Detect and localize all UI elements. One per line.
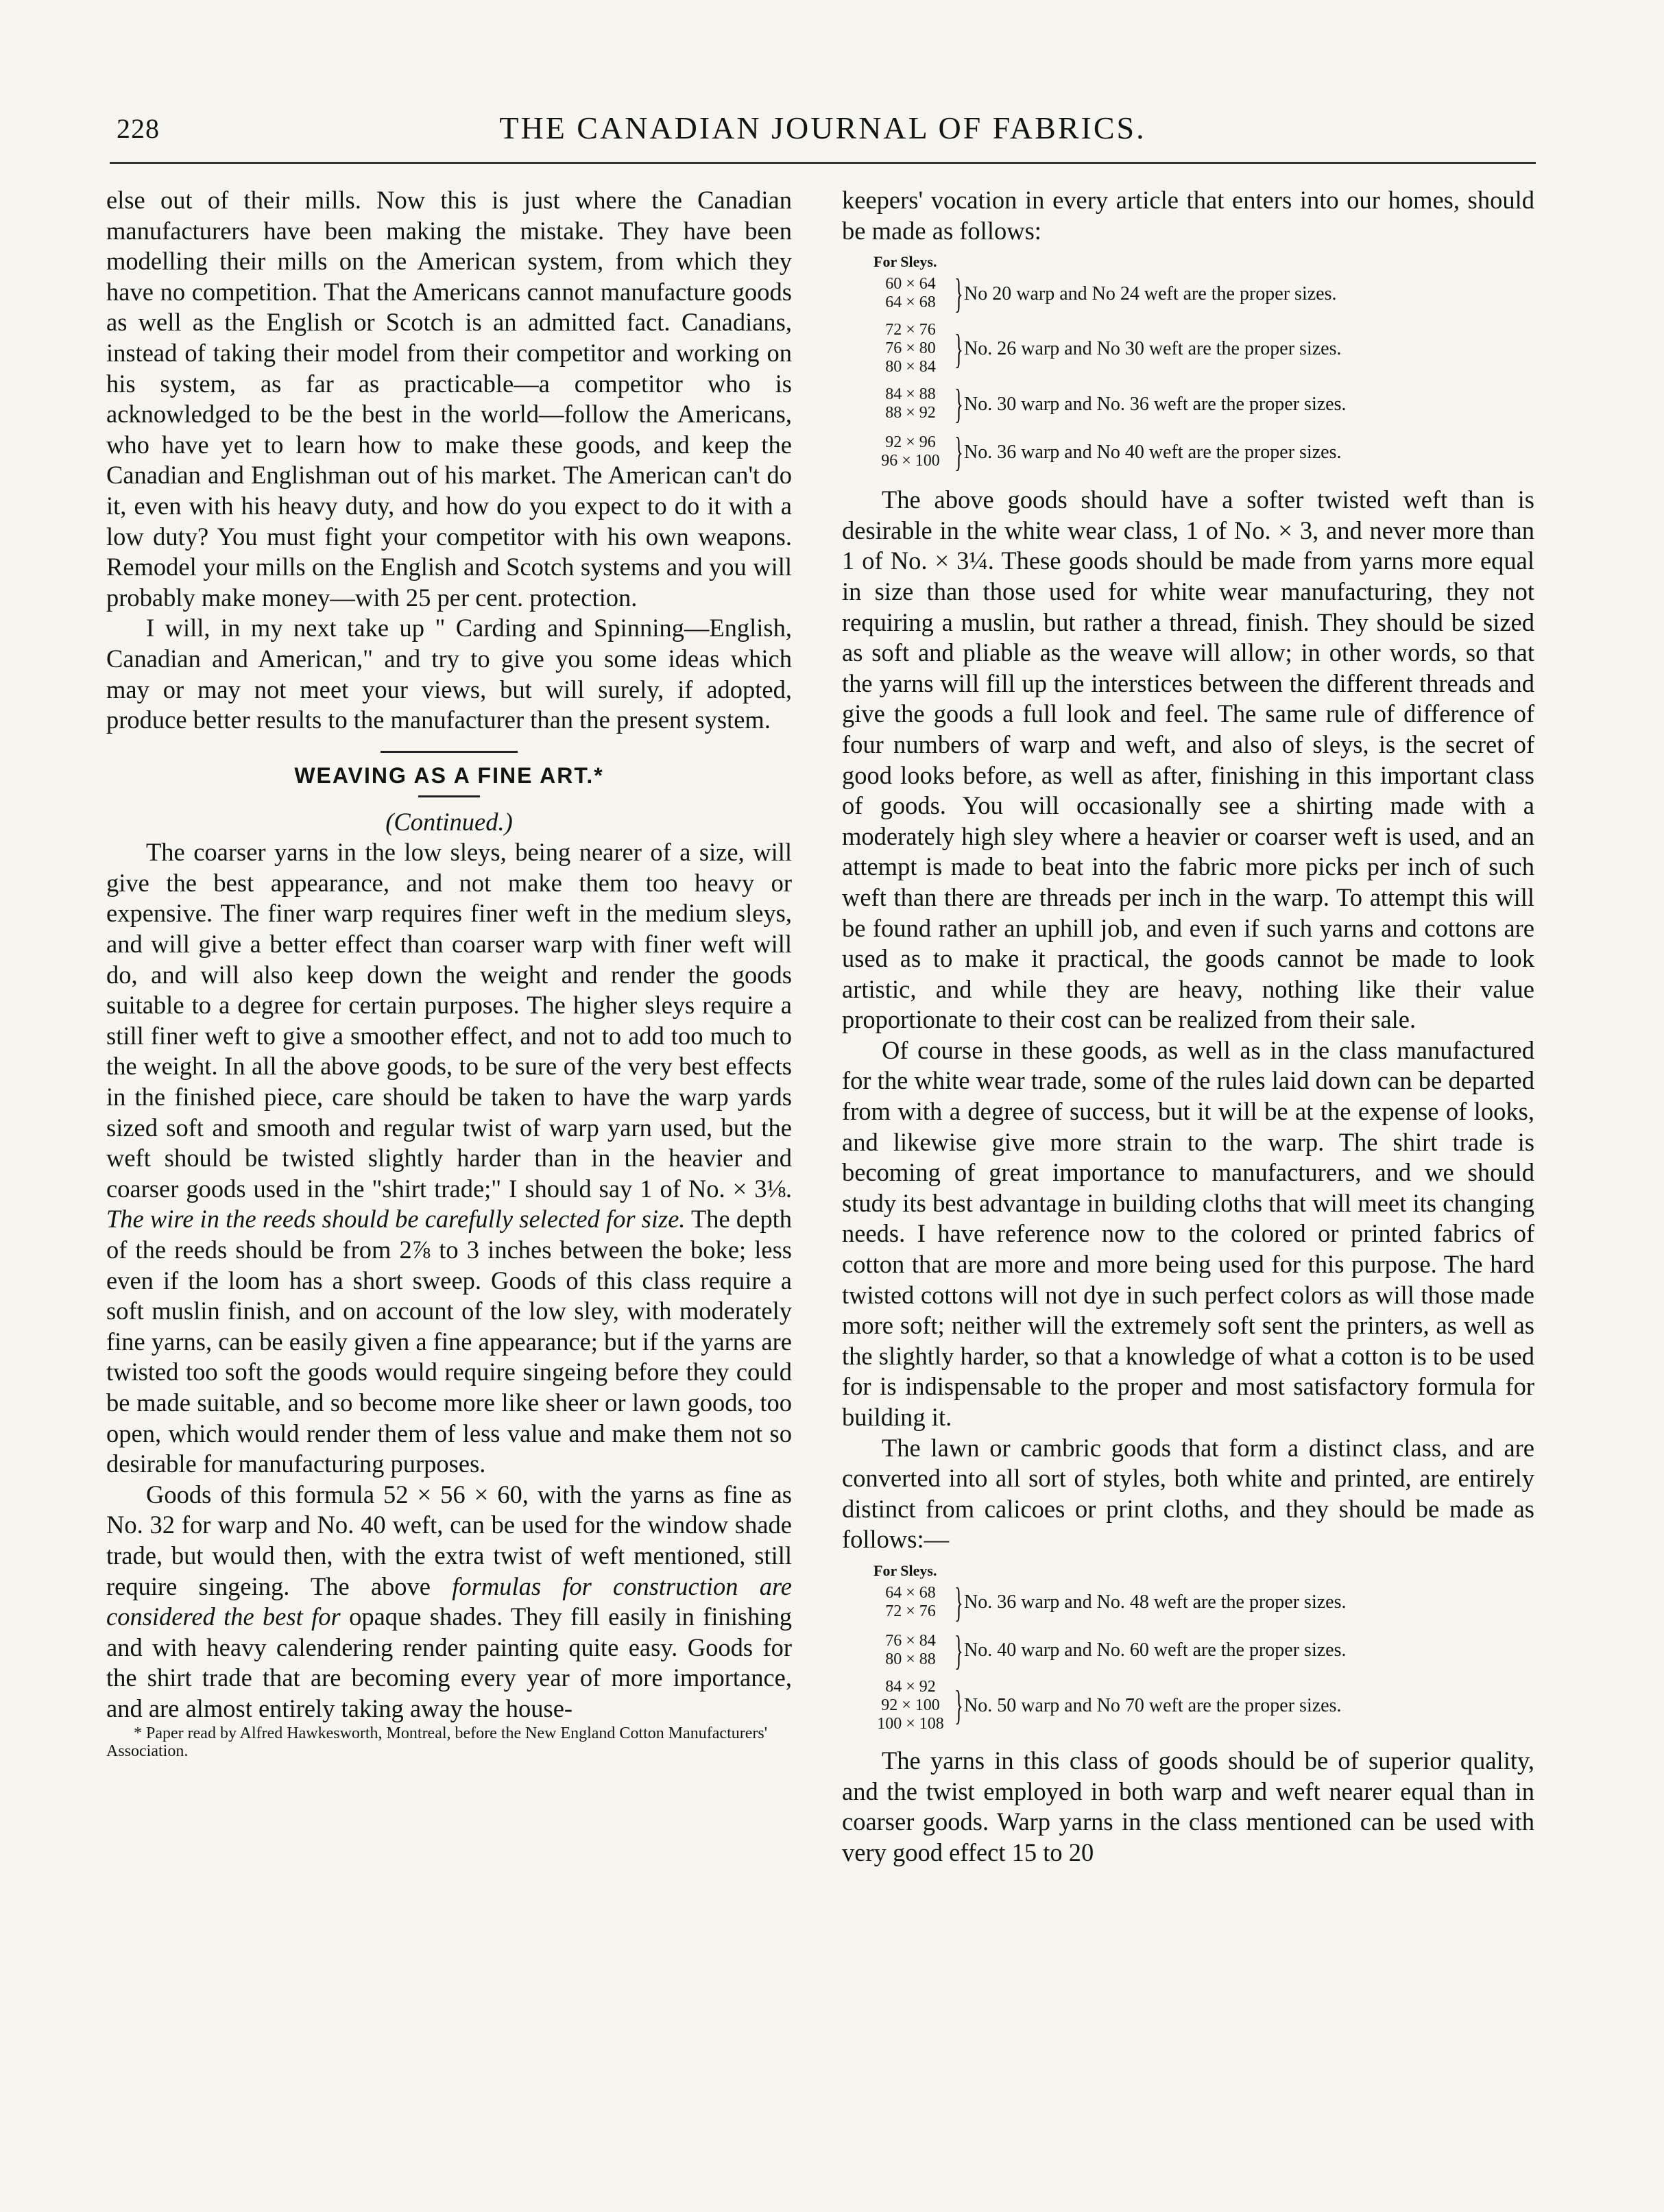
para1-tail: The depth of the reeds should be from 2⅞ to 3 inches between the boke; less even if the loom has a short sweep. Goods of this class require a soft muslin finish, and on account of the low sley, with moderately fine yarns, can be easily given a fine appearance; but if the yarns are twisted too soft the goods would require singeing before they could be made suitable, and so become more like sheer or lawn goods, too open, which would render them of less value and make them not so desirable for manufacturing purposes. bbox=[106, 1205, 792, 1478]
para2-tail: opaque shades. They fill easily in finishing and with heavy calendering render painting quite easy. Goods for the shirt trade that are becoming every year of more importance, and are almost entirely taking away the house- bbox=[106, 1602, 793, 1722]
table-row bbox=[869, 271, 1534, 317]
table-heading: For Sleys. bbox=[873, 253, 937, 271]
body-paragraph-2 bbox=[106, 1480, 792, 1724]
title-rule-bottom bbox=[418, 795, 480, 797]
section-title: WEAVING AS A FINE ART.* bbox=[294, 762, 604, 788]
yarn-size-desc: No. 36 warp and No 40 weft are the proper sizes. bbox=[964, 441, 1342, 463]
sley-size: 96 × 100 bbox=[881, 452, 940, 470]
sley-table-2 bbox=[869, 1561, 1534, 1733]
sley-size: 72 × 76 bbox=[885, 321, 936, 339]
sley-size: 88 × 92 bbox=[885, 404, 936, 422]
sley-size: 60 × 64 bbox=[885, 275, 936, 293]
right-paragraph-4: The yarns in this class of goods should be of superior quality, and the twist employed in both warp and weft nearer equal than in coarser goods. Warp yarns in the class mentioned can be used with very good effect 15 to 20 bbox=[842, 1746, 1534, 1866]
right-paragraph-1: The above goods should have a softer twisted weft than is desirable in the white wear class, 1 of No. × 3, and never more than 1 of No. × 3¼. These goods should be made from yarns more equal in size than those used for white wear manufacturing, they not requiring a muslin, but rather a thread, finish. They should be sized as soft and pliable as the weave will allow; in other words, so that the yarns will fill up the interstices between the different threads and give the goods a full look and feel. The same rule of difference of four numbers of warp and weft, and also of sleys, is the secret of good looks before, as well as after, finishing in this important class of goods. You will occasionally see a shirting made with a moderately high sley where a heavier or coarser weft is used, and an attempt is made to beat into the fabric more picks per inch of such weft than there are threads per inch in the warp. To attempt this will be found rather an uphill job, and even if such yarns and cottons are used as to make it practical, the goods cannot be made to look artistic, and while they are heavy, nothing like their value proportionate to their cost can be realized from their sale. bbox=[842, 485, 1534, 1034]
brace-icon: } bbox=[954, 1683, 963, 1729]
intro-paragraph: else out of their mills. Now this is just where the Canadian manufacturers have been making the mistake. They have been modelling their mills on the American system, from which they have no competition. That the Americans cannot manufacture goods as well as the English or Scotch is an admitted fact. Canadians, instead of taking their model from their competitor and working on his system, as far as practicable—a competitor who is acknowledged to be the best in the world—follow the Americans, who have yet to learn how to make these goods, and keep the Canadian and Englishman out of his market. The American can't do it, even with his heavy duty, and how do you expect to do it with a low duty? You must fight your competitor with his own weapons. Remodel your mills on the English and Scotch systems and you will probably make money—with 25 per cent. protection. bbox=[106, 186, 792, 612]
yarn-size-desc: No. 50 warp and No 70 weft are the proper sizes. bbox=[964, 1694, 1342, 1716]
yarn-size-desc: No 20 warp and No 24 weft are the proper sizes. bbox=[964, 282, 1337, 304]
sley-size: 72 × 76 bbox=[885, 1602, 936, 1620]
journal-title: THE CANADIAN JOURNAL OF FABRICS. bbox=[499, 110, 1146, 145]
header-rule bbox=[110, 162, 1536, 164]
yarn-size-desc: No. 40 warp and No. 60 weft are the proper sizes. bbox=[964, 1639, 1347, 1661]
para1-italic: The wire in the reeds should be carefully selected for size. bbox=[106, 1205, 686, 1234]
sley-size: 84 × 88 bbox=[885, 385, 936, 404]
brace-icon: } bbox=[954, 429, 963, 475]
table-heading: For Sleys. bbox=[873, 1561, 937, 1579]
brace-icon: } bbox=[954, 326, 963, 372]
sley-table-1 bbox=[869, 252, 1534, 475]
para2-text: Goods of this formula 52 × 56 × 60, with the yarns as fine as No. 32 for warp and No. 40 weft, can be used for the window shade trade, but would then, with the extra twist of weft mentioned, still require singeing. The above bbox=[106, 1480, 792, 1600]
sley-size: 76 × 84 bbox=[885, 1631, 936, 1650]
yarn-size-desc: No. 26 warp and No 30 weft are the proper sizes. bbox=[964, 338, 1342, 360]
sley-size: 64 × 68 bbox=[885, 1583, 936, 1602]
table-row bbox=[869, 1579, 1534, 1625]
body-paragraph-1 bbox=[106, 837, 792, 1479]
sley-size: 92 × 100 bbox=[881, 1696, 940, 1714]
table-row bbox=[869, 1627, 1534, 1673]
left-column bbox=[106, 185, 792, 1760]
brace-icon: } bbox=[954, 271, 963, 317]
yarn-size-desc: No. 36 warp and No. 48 weft are the proper sizes. bbox=[964, 1591, 1347, 1613]
para1-text: The coarser yarns in the low sleys, being nearer of a size, will give the best appearance, and not make them too heavy or expensive. The finer warp requires finer weft in the medium sleys, and will give a better effect than coarser warp with finer weft will do, and will also keep down the weight and render the goods suitable to a degree for certain purposes. The higher sleys require a still finer weft to give a smoother effect, and not to add too much to the weight. In all the above goods, to be sure of the very best effects in the finished piece, care should be taken to have the warp yards sized soft and smooth and regular twist of warp yarn used, but the weft should be twisted slightly harder than in the heavier and coarser goods used in the "shirt trade;" I should say 1 of No. × 3⅛. bbox=[106, 838, 792, 1203]
sley-size: 92 × 96 bbox=[885, 433, 936, 452]
table-row bbox=[869, 429, 1534, 475]
brace-icon: } bbox=[954, 1627, 963, 1673]
page-number: 228 bbox=[117, 113, 160, 144]
table-row bbox=[869, 321, 1534, 376]
right-paragraph-3: The lawn or cambric goods that form a distinct class, and are converted into all sort of styles, both white and printed, are entirely distinct from calicoes or print cloths, and they should be made as follows:— bbox=[842, 1433, 1534, 1554]
sley-size: 80 × 88 bbox=[885, 1650, 936, 1668]
yarn-size-desc: No. 30 warp and No. 36 weft are the proper sizes. bbox=[964, 393, 1347, 415]
table-row bbox=[869, 1678, 1534, 1733]
title-rule-top bbox=[381, 751, 518, 753]
sley-size: 80 × 84 bbox=[885, 358, 936, 376]
page-header bbox=[110, 110, 1536, 158]
sley-size: 100 × 108 bbox=[877, 1714, 944, 1733]
sley-size: 64 × 68 bbox=[885, 293, 936, 312]
table-row bbox=[869, 381, 1534, 427]
brace-icon: } bbox=[954, 381, 963, 427]
next-article-paragraph: I will, in my next take up " Carding and Spinning—English, Canadian and American," and try to give you some ideas which may or may not meet your views, but will surely, if adopted, produce better results to the manufacturer than the present system. bbox=[106, 614, 792, 734]
footnote: * Paper read by Alfred Hawkesworth, Montreal, before the New England Cotton Manufacturers' Association. bbox=[106, 1724, 768, 1760]
sley-size: 76 × 80 bbox=[885, 339, 936, 358]
right-paragraph-2: Of course in these goods, as well as in the class manufactured for the white wear trade, some of the rules laid down can be departed from with a degree of success, but it will be at the expense of looks, and likewise give more strain to the warp. The shirt trade is becoming of great importance to manufacturers, and we should study its best advantage in building cloths that will meet its changing needs. I have reference now to the colored or printed fabrics of cotton that are more and more being used for this purpose. The hard twisted cottons will not dye in such perfect colors as will those made more soft; neither will the extremely soft sent the printers, as well as the slightly harder, so that a knowledge of what a cotton is to be used for is indispensable to the proper and most satisfactory formula for building it. bbox=[842, 1035, 1534, 1431]
sley-size: 84 × 92 bbox=[885, 1677, 936, 1696]
para2-italic: formulas for construction are considered the best for bbox=[106, 1572, 792, 1631]
right-column bbox=[842, 185, 1534, 1868]
continued-label: (Continued.) bbox=[385, 807, 513, 836]
brace-icon: } bbox=[954, 1579, 963, 1625]
right-paragraph-0: keepers' vocation in every article that enters into our homes, should be made as follows: bbox=[842, 186, 1534, 245]
